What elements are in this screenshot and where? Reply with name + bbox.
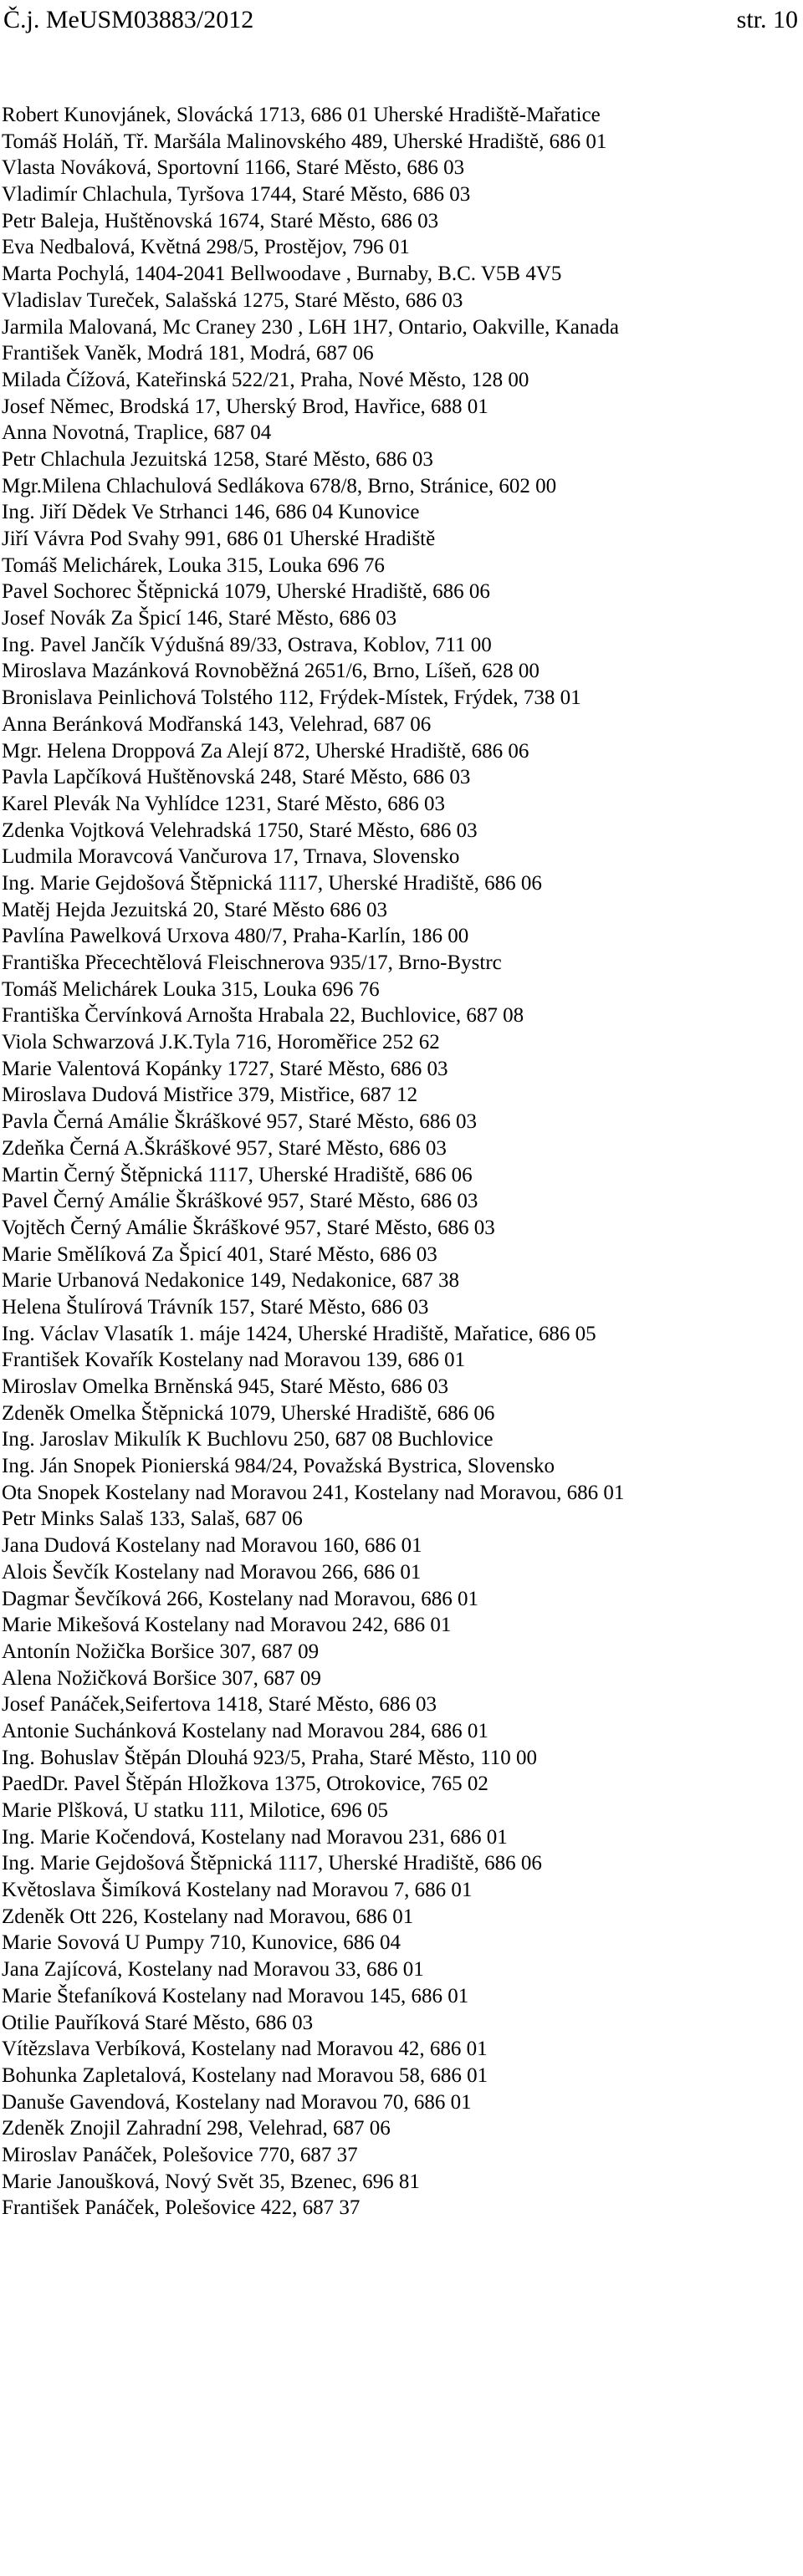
address-entry: Tomáš Holáň, Tř. Maršála Malinovského 489, Uherské Hradiště, 686 01 — [2, 130, 607, 153]
address-entry: Petr Chlachula Jezuitská 1258, Staré Město, 686 03 — [2, 447, 433, 471]
address-entry: Ing. Jiří Dědek Ve Strhanci 146, 686 04 Kunovice — [2, 501, 420, 524]
address-entry: Marie Valentová Kopánky 1727, Staré Město, 686 03 — [2, 1057, 448, 1080]
address-entry: Ing. Bohuslav Štěpán Dlouhá 923/5, Praha, Staré Město, 110 00 — [2, 1746, 537, 1769]
address-entry: František Vaněk, Modrá 181, Modrá, 687 06 — [2, 342, 374, 365]
address-entry: Vlasta Nováková, Sportovní 1166, Staré Město, 686 03 — [2, 156, 465, 180]
address-entry: Marta Pochylá, 1404-2041 Bellwoodave , Burnaby, B.C. V5B 4V5 — [2, 263, 562, 286]
address-entry: Bronislava Peinlichová Tolstého 112, Frýdek-Místek, Frýdek, 738 01 — [2, 686, 581, 710]
address-entry: Jiří Vávra Pod Svahy 991, 686 01 Uherské Hradiště — [2, 528, 436, 550]
address-entry: Miroslava Dudová Mistřice 379, Mistřice, 687 12 — [2, 1084, 418, 1107]
address-entry: Marie Urbanová Nedakonice 149, Nedakonice, 687 38 — [2, 1269, 460, 1293]
address-entry: Zdeněk Znojil Zahradní 298, Velehrad, 687 06 — [2, 2117, 391, 2140]
address-entry: Marie Sovová U Pumpy 710, Kunovice, 686 04 — [2, 1931, 402, 1955]
address-entry: Anna Novotná, Traplice, 687 04 — [2, 421, 272, 445]
address-entry: Ing. Marie Gejdošová Štěpnická 1117, Uherské Hradiště, 686 06 — [2, 871, 542, 895]
address-entry: Alena Nožičková Boršice 307, 687 09 — [2, 1666, 321, 1690]
address-entry: Petr Baleja, Huštěnovská 1674, Staré Město, 686 03 — [2, 209, 439, 232]
address-entry: Zdeněk Omelka Štěpnická 1079, Uherské Hradiště, 686 06 — [2, 1401, 495, 1425]
address-entry: Otilie Pauříková Staré Město, 686 03 — [2, 2011, 314, 2034]
address-entry: Martin Černý Štěpnická 1117, Uherské Hradiště, 686 06 — [2, 1163, 473, 1186]
address-entry: Pavel Černý Amálie Škráškové 957, Staré Město, 686 03 — [2, 1190, 478, 1213]
address-entry: Robert Kunovjánek, Slovácká 1713, 686 01 Uherské Hradiště-Mařatice — [2, 104, 601, 126]
address-entry: Marie Smělíková Za Špicí 401, Staré Město, 686 03 — [2, 1242, 437, 1266]
page-header — [3, 0, 798, 40]
address-entry: Josef Němec, Brodská 17, Uherský Brod, Havřice, 688 01 — [2, 395, 488, 418]
address-entry: Josef Panáček,Seifertova 1418, Staré Město, 686 03 — [2, 1693, 437, 1716]
address-entry: PaedDr. Pavel Štěpán Hložkova 1375, Otrokovice, 765 02 — [2, 1773, 488, 1796]
address-entry: Mgr. Helena Droppová Za Alejí 872, Uherské Hradiště, 686 06 — [2, 739, 529, 763]
address-entry: Ing. Jaroslav Mikulík K Buchlovu 250, 687 08 Buchlovice — [2, 1428, 494, 1451]
address-entry: Pavlína Pawelková Urxova 480/7, Praha-Karlín, 186 00 — [2, 925, 469, 948]
address-entry: Petr Minks Salaš 133, Salaš, 687 06 — [2, 1507, 303, 1531]
address-entry: Pavla Lapčíková Huštěnovská 248, Staré Město, 686 03 — [2, 766, 471, 789]
address-entry: Dagmar Ševčíková 266, Kostelany nad Moravou, 686 01 — [2, 1587, 479, 1610]
address-entry: Ing. Václav Vlasatík 1. máje 1424, Uherské Hradiště, Mařatice, 686 05 — [2, 1322, 596, 1345]
address-entry: Jana Dudová Kostelany nad Moravou 160, 686 01 — [2, 1534, 422, 1558]
address-entry: Alois Ševčík Kostelany nad Moravou 266, 686 01 — [2, 1560, 422, 1584]
address-list — [2, 102, 803, 2221]
address-entry: Jarmila Malovaná, Mc Craney 230 , L6H 1H7, Ontario, Oakville, Kanada — [2, 315, 619, 339]
address-entry: Zdenka Vojtková Velehradská 1750, Staré Město, 686 03 — [2, 819, 478, 842]
address-entry: Františka Přecechtělová Fleischnerova 935/17, Brno-Bystrc — [2, 951, 502, 974]
address-entry: Ota Snopek Kostelany nad Moravou 241, Kostelany nad Moravou, 686 01 — [2, 1481, 625, 1504]
address-entry: Danuše Gavendová, Kostelany nad Moravou 70, 686 01 — [2, 2090, 472, 2114]
address-entry: Marie Štefaníková Kostelany nad Moravou 145, 686 01 — [2, 1984, 469, 2007]
document-reference: Č.j. MeUSM03883/2012 — [3, 6, 254, 33]
address-entry: František Panáček, Polešovice 422, 687 37 — [2, 2196, 361, 2220]
address-entry: Anna Beránková Modřanská 143, Velehrad, 687 06 — [2, 712, 432, 736]
address-entry: Františka Červínková Arnošta Hrabala 22, Buchlovice, 687 08 — [2, 1004, 524, 1028]
page-number: str. 10 — [736, 6, 798, 33]
address-entry: Ing. Marie Kočendová, Kostelany nad Moravou 231, 686 01 — [2, 1825, 508, 1849]
address-entry: Vladislav Tureček, Salašská 1275, Staré Město, 686 03 — [2, 288, 463, 312]
address-entry: Květoslava Šimíková Kostelany nad Moravou 7, 686 01 — [2, 1879, 473, 1902]
address-entry: Viola Schwarzová J.K.Tyla 716, Horoměřice 252 62 — [2, 1031, 440, 1054]
address-entry: Ing. Pavel Jančík Výdušná 89/33, Ostrava, Koblov, 711 00 — [2, 633, 492, 656]
address-entry: Ing. Ján Snopek Pionierská 984/24, Považská Bystrica, Slovensko — [2, 1455, 555, 1478]
address-entry: Pavel Sochorec Štěpnická 1079, Uherské Hradiště, 686 06 — [2, 580, 490, 604]
address-entry: Ludmila Moravcová Vančurova 17, Trnava, Slovensko — [2, 845, 460, 869]
address-entry: Pavla Černá Amálie Škráškové 957, Staré Město, 686 03 — [2, 1110, 477, 1134]
address-entry: Mgr.Milena Chlachulová Sedlákova 678/8, Brno, Stránice, 602 00 — [2, 474, 557, 497]
address-entry: Marie Plšková, U statku 111, Milotice, 696 05 — [2, 1799, 388, 1822]
address-entry: Vítězslava Verbíková, Kostelany nad Moravou 42, 686 01 — [2, 2038, 488, 2061]
address-entry: Bohunka Zapletalová, Kostelany nad Moravou 58, 686 01 — [2, 2063, 488, 2087]
address-entry: Helena Štulírová Trávník 157, Staré Město, 686 03 — [2, 1295, 429, 1319]
address-entry: Milada Čížová, Kateřinská 522/21, Praha, Nové Město, 128 00 — [2, 368, 529, 391]
address-entry: Vojtěch Černý Amálie Škráškové 957, Staré Město, 686 03 — [2, 1216, 495, 1239]
address-entry: Karel Plevák Na Vyhlídce 1231, Staré Město, 686 03 — [2, 792, 445, 815]
address-entry: Miroslav Omelka Brněnská 945, Staré Město, 686 03 — [2, 1375, 448, 1398]
address-entry: Eva Nedbalová, Květná 298/5, Prostějov, 796 01 — [2, 236, 410, 259]
address-entry: František Kovařík Kostelany nad Moravou 139, 686 01 — [2, 1349, 466, 1372]
address-entry: Josef Novák Za Špicí 146, Staré Město, 686 03 — [2, 607, 397, 630]
address-entry: Antonie Suchánková Kostelany nad Moravou 284, 686 01 — [2, 1719, 488, 1742]
address-entry: Marie Janoušková, Nový Svět 35, Bzenec, 696 81 — [2, 2170, 420, 2193]
address-entry: Zdeněk Ott 226, Kostelany nad Moravou, 686 01 — [2, 1905, 414, 1928]
address-entry: Miroslava Mazánková Rovnoběžná 2651/6, Brno, Líšeň, 628 00 — [2, 660, 540, 683]
address-entry: Antonín Nožička Boršice 307, 687 09 — [2, 1640, 320, 1663]
address-entry: Tomáš Melichárek Louka 315, Louka 696 76 — [2, 977, 380, 1001]
address-entry: Marie Mikešová Kostelany nad Moravou 242, 686 01 — [2, 1614, 452, 1637]
address-entry: Vladimír Chlachula, Tyršova 1744, Staré Město, 686 03 — [2, 183, 471, 207]
address-entry: Zdeňka Černá A.Škráškové 957, Staré Město, 686 03 — [2, 1136, 447, 1160]
address-entry: Tomáš Melichárek, Louka 315, Louka 696 76 — [2, 553, 385, 577]
address-entry: Matěj Hejda Jezuitská 20, Staré Město 686 03 — [2, 898, 388, 921]
address-entry: Jana Zajícová, Kostelany nad Moravou 33, 686 01 — [2, 1958, 424, 1982]
address-entry: Ing. Marie Gejdošová Štěpnická 1117, Uherské Hradiště, 686 06 — [2, 1852, 542, 1875]
address-entry: Miroslav Panáček, Polešovice 770, 687 37 — [2, 2143, 358, 2166]
